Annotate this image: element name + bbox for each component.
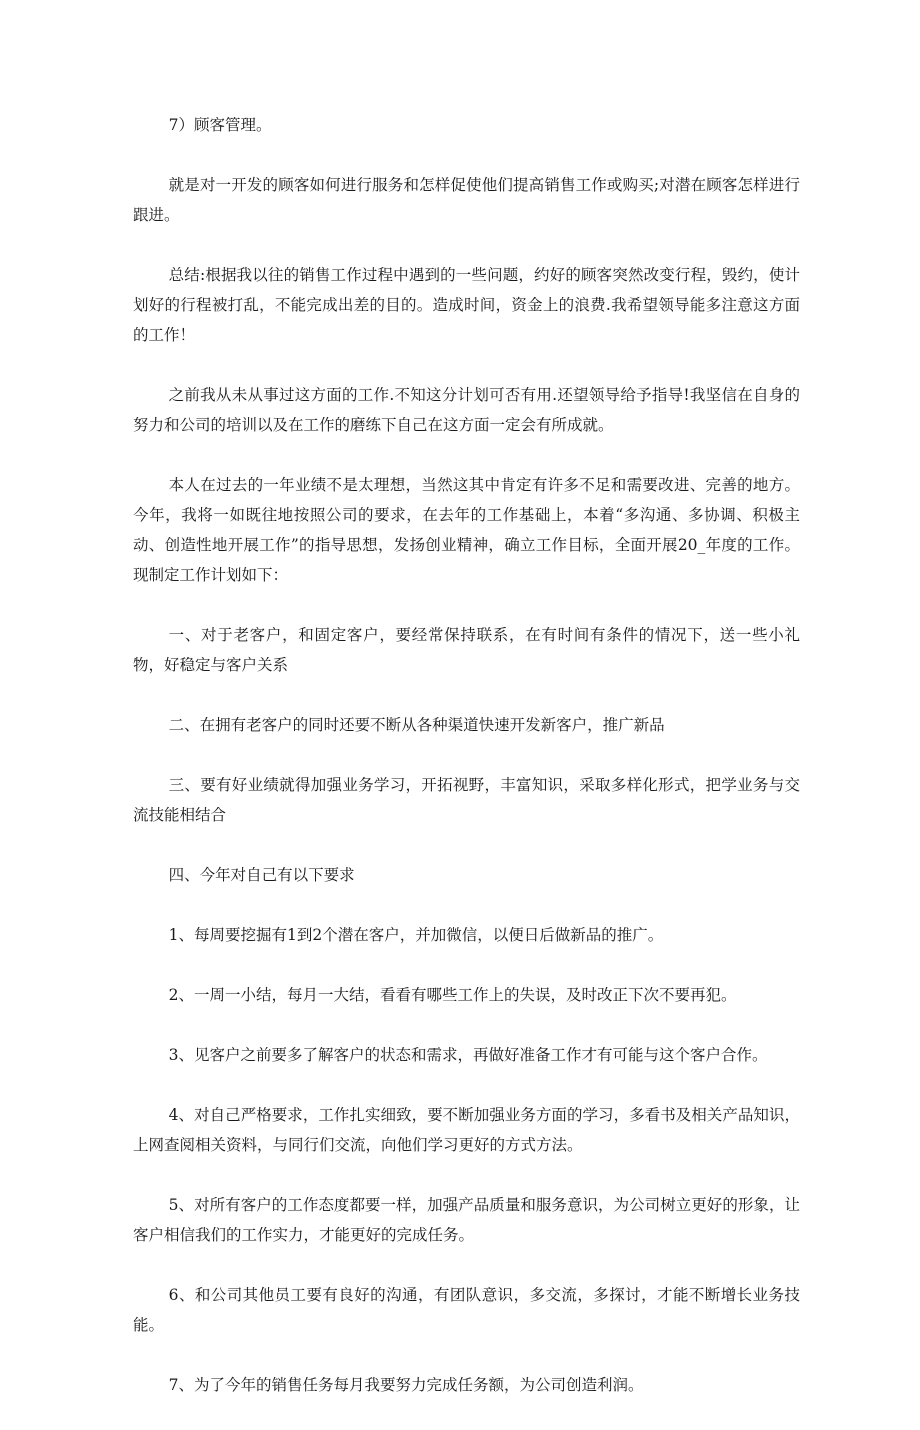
- paragraph-requirement-7: 7、为了今年的销售任务每月我要努力完成任务额，为公司创造利润。: [168, 1376, 644, 1394]
- paragraph-requirement-3: 3、见客户之前要多了解客户的状态和需求，再做好准备工作才有可能与这个客户合作。: [168, 1046, 768, 1064]
- paragraph-requirement-5: 5、对所有客户的工作态度都要一样，加强产品质量和服务意识，为公司树立更好的形象，让客户相信我们的工作实力，才能更好的完成任务。: [133, 1196, 800, 1244]
- paragraph-plan-item-2: 二、在拥有老客户的同时还要不断从各种渠道快速开发新客户，推广新品: [168, 716, 665, 734]
- paragraph-requirement-4: 4、对自己严格要求，工作扎实细致，要不断加强业务方面的学习，多看书及相关产品知识，上网查阅相关资料，与同行们交流，向他们学习更好的方式方法。: [133, 1106, 800, 1154]
- paragraph-requirement-1: 1、每周要挖掘有1到2个潜在客户，并加微信，以便日后做新品的推广。: [168, 926, 664, 944]
- paragraph-summary: 总结:根据我以往的销售工作过程中遇到的一些问题，约好的顾客突然改变行程，毁约，使计划好的行程被打乱，不能完成出差的目的。造成时间，资金上的浪费.我希望领导能多注意这方面的工作！: [133, 266, 800, 344]
- paragraph-plan-intro: 本人在过去的一年业绩不是太理想，当然这其中肯定有许多不足和需要改进、完善的地方。今年，我将一如既往地按照公司的要求，在去年的工作基础上，本着“多沟通、多协调、积极主动、创造性地开展工作”的指导思想，发扬创业精神，确立工作目标，全面开展20_年度的工作。现制定工作计划如下：: [133, 476, 800, 584]
- paragraph-guidance-request: 之前我从未从事过这方面的工作.不知这分计划可否有用.还望领导给予指导!我坚信在自身的努力和公司的培训以及在工作的磨练下自己在这方面一定会有所成就。: [133, 386, 800, 434]
- paragraph-requirement-2: 2、一周一小结，每月一大结，看看有哪些工作上的失误，及时改正下次不要再犯。: [168, 986, 737, 1004]
- paragraph-customer-management-heading: 7）顾客管理。: [168, 116, 272, 134]
- document-body: [133, 110, 800, 1430]
- paragraph-customer-management: 就是对一开发的顾客如何进行服务和怎样促使他们提高销售工作或购买;对潜在顾客怎样进行跟进。: [133, 176, 800, 224]
- paragraph-plan-item-1: 一、对于老客户，和固定客户，要经常保持联系，在有时间有条件的情况下，送一些小礼物，好稳定与客户关系: [133, 626, 800, 674]
- paragraph-plan-item-3: 三、要有好业绩就得加强业务学习，开拓视野，丰富知识，采取多样化形式，把学业务与交流技能相结合: [133, 776, 800, 824]
- paragraph-plan-item-4: 四、今年对自己有以下要求: [168, 866, 355, 884]
- paragraph-requirement-6: 6、和公司其他员工要有良好的沟通，有团队意识，多交流，多探讨，才能不断增长业务技能。: [133, 1286, 800, 1334]
